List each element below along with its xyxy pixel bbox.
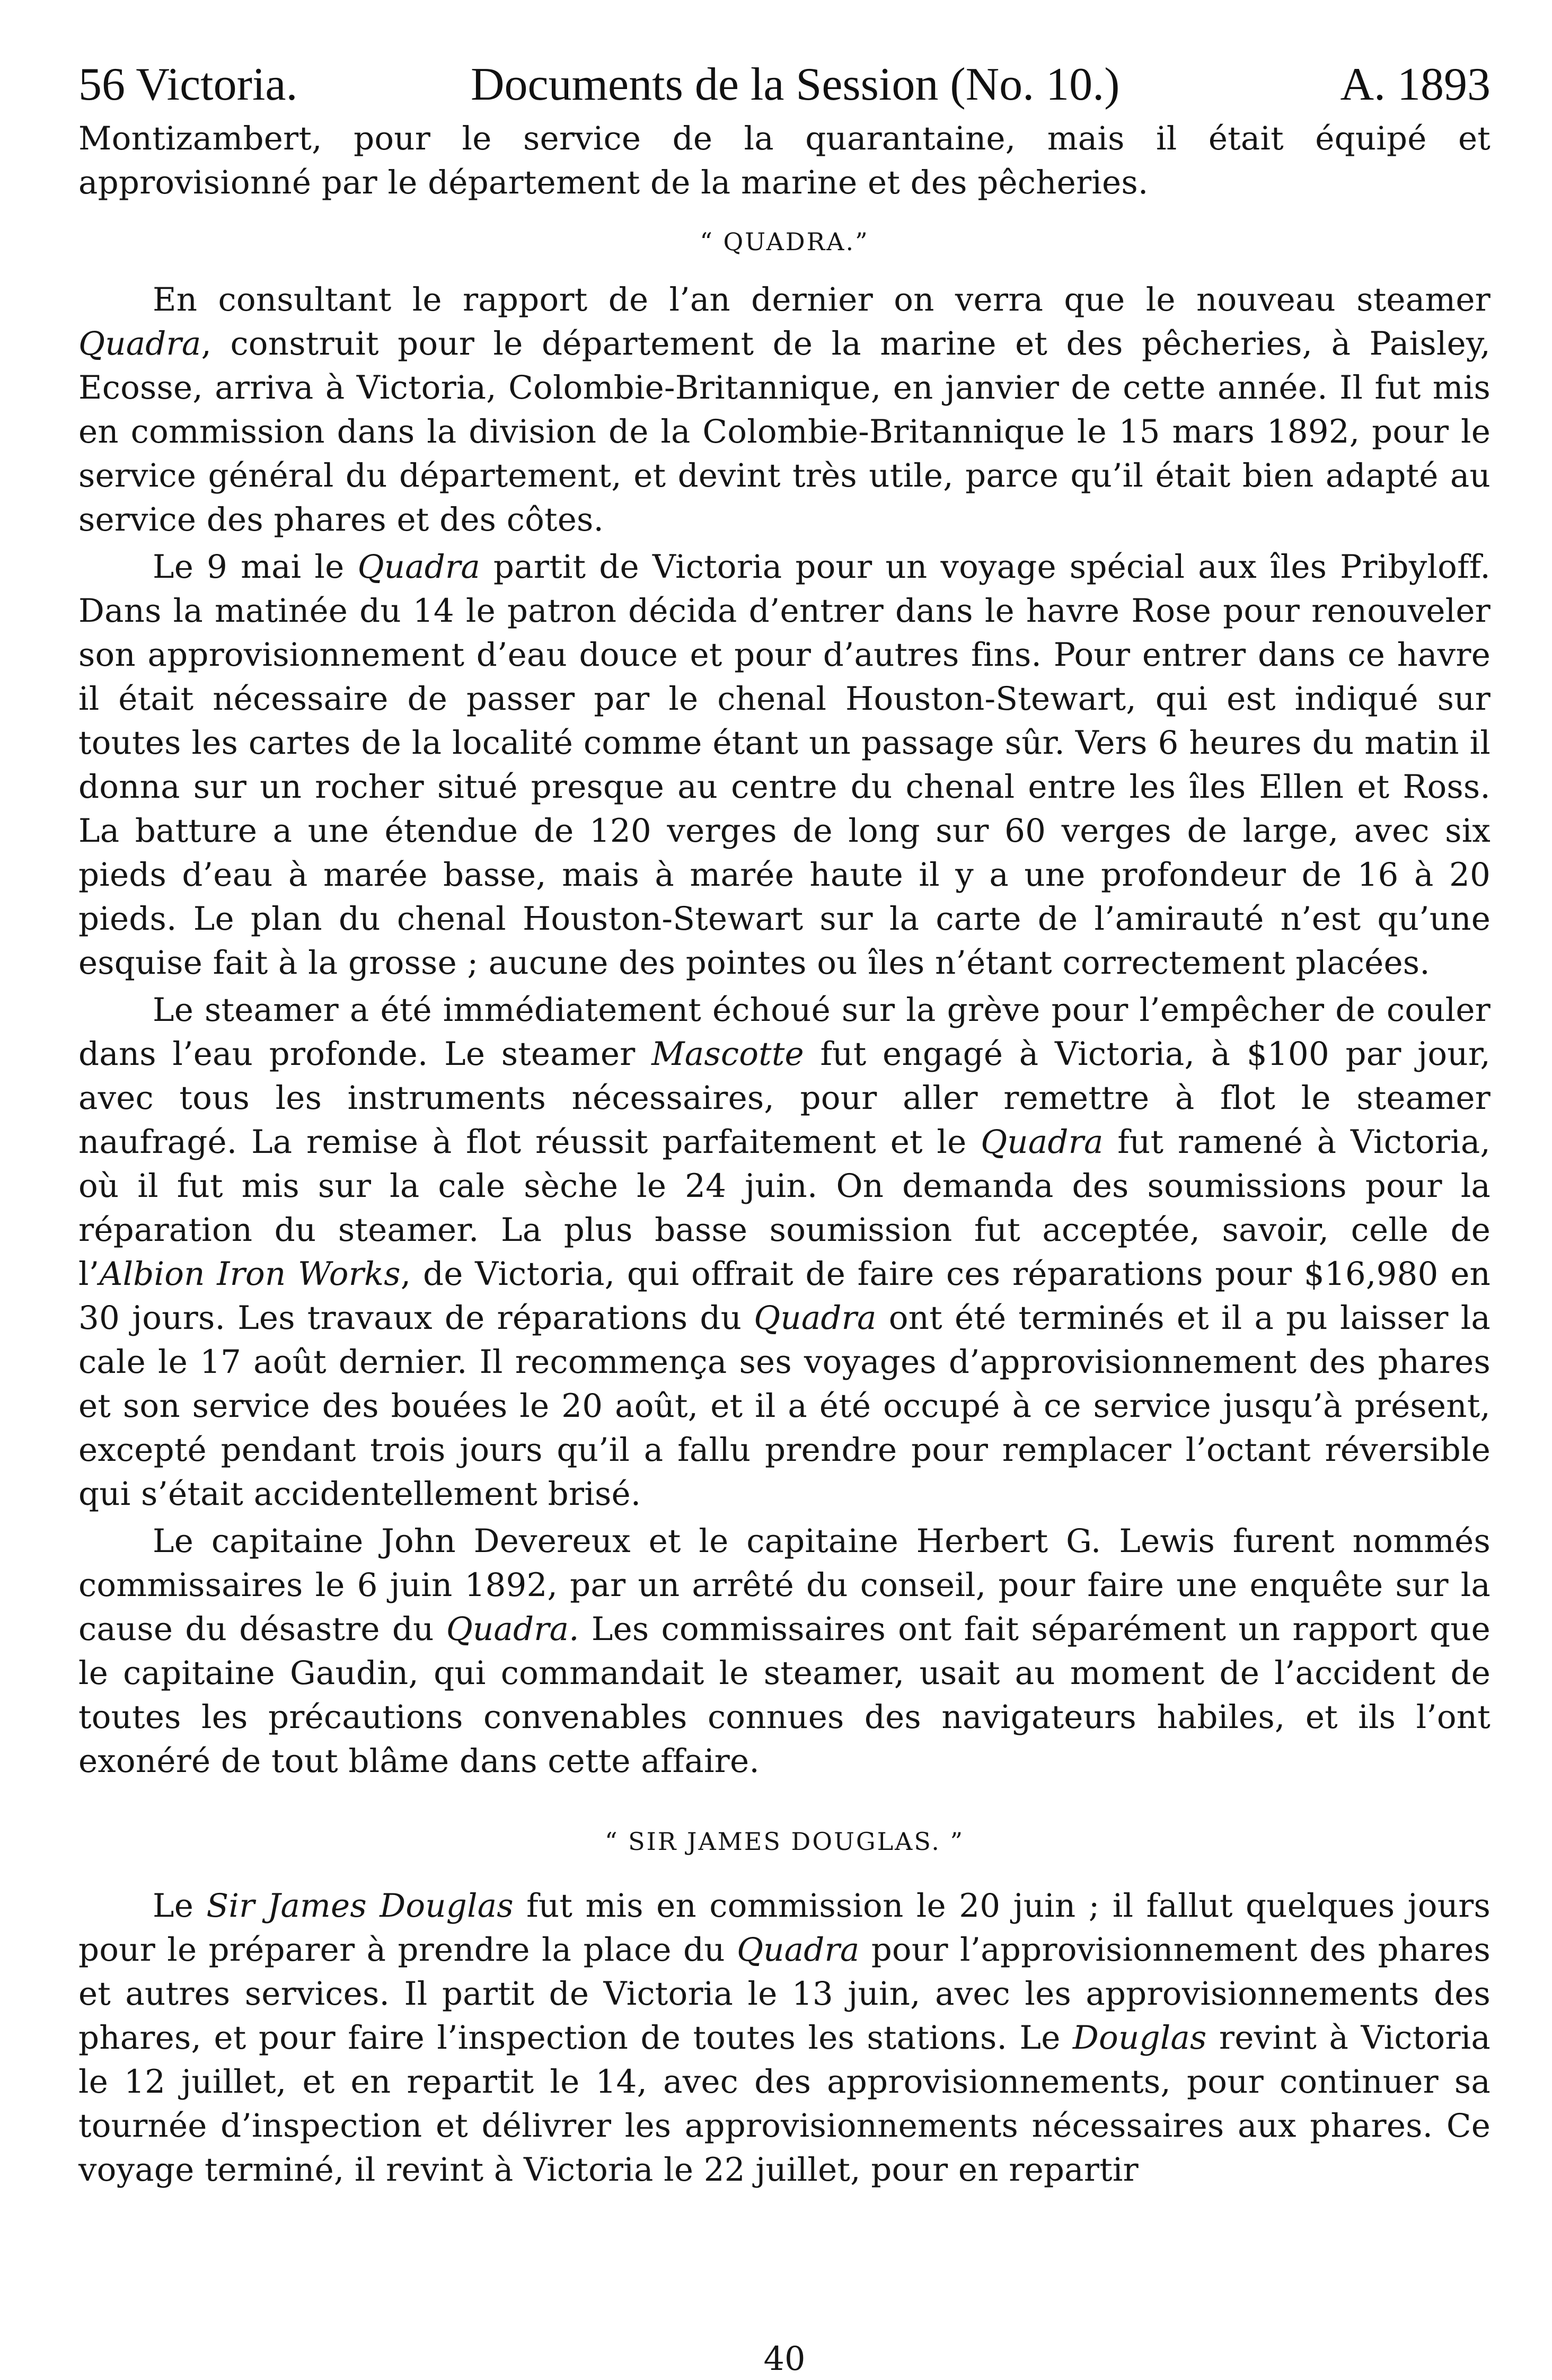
ship-name: Mascotte <box>651 1035 804 1073</box>
ship-name: Quadra <box>357 548 480 586</box>
header-date: A. 1893 <box>1340 59 1491 110</box>
ship-name: Quadra <box>754 1299 877 1337</box>
header-title: Documents de la Session (No. 10.) <box>471 59 1120 110</box>
ship-name: Douglas <box>1072 2019 1207 2057</box>
ship-name: Quadra <box>981 1123 1104 1161</box>
section-heading-quadra: “ QUADRA.” <box>700 227 869 256</box>
document-page <box>78 53 1491 2378</box>
body-text <box>78 117 1491 2192</box>
paragraph-quadra-intro: En consultant le rapport de l’an dernier on verra que le nouveau steamer Quadra, construit pour le département de la marine et des pêcheries, à Paisley, Ecosse, arriva à Victoria, Colombie-Britannique, en janvier de cette année. Il fut mis en commission dans la division de la Colombie-Britannique le 15 mars 1892, pour le service général du département, et devint très utile, parce qu’il était bien adapté au service des phares et des côtes. <box>78 281 1491 539</box>
company-name: Albion Iron Works <box>99 1255 401 1293</box>
paragraph-continuation: Montizambert, pour le service de la quarantaine, mais il était équipé et approvisionné par le département de la marine et des pêcheries. <box>78 120 1491 201</box>
ship-name: Sir James Douglas <box>206 1887 514 1925</box>
paragraph-douglas: Le Sir James Douglas fut mis en commission le 20 juin ; il fallut quelques jours pour le préparer à prendre la place du Quadra pour l’approvisionnement des phares et autres services. Il partit de Victoria le 13 juin, avec les approvisionnements des phares, et pour faire l’inspection de toutes les stations. Le Douglas revint à Victoria le 12 juillet, et en repartit le 14, avec des approvisionnements, pour continuer sa tournée d’inspection et délivrer les approvisionnements nécessaires aux phares. Ce voyage terminé, il revint à Victoria le 22 juillet, pour en repartir <box>78 1887 1491 2189</box>
running-header <box>78 53 1491 117</box>
header-session-year: 56 Victoria. <box>78 59 298 110</box>
paragraph-quadra-inquiry: Le capitaine John Devereux et le capitaine Herbert G. Lewis furent nommés commissaires le 6 juin 1892, par un arrêté du conseil, pour faire une enquête sur la cause du désastre du Quadra. Les commissaires ont fait séparément un rapport que le capitaine Gaudin, qui commandait le steamer, usait au moment de l’accident de toutes les précautions convenables connues des navigateurs habiles, et ils l’ont exonéré de tout blâme dans cette affaire. <box>78 1522 1491 1780</box>
page-number: 40 <box>763 2339 806 2378</box>
paragraph-quadra-repair: Le steamer a été immédiatement échoué sur la grève pour l’empêcher de couler dans l’eau profonde. Le steamer Mascotte fut engagé à Victoria, à $100 par jour, avec tous les instruments nécessaires, pour aller remettre à flot le steamer naufragé. La remise à flot réussit parfaitement et le Quadra fut ramené à Victoria, où il fut mis sur la cale sèche le 24 juin. On demanda des soumissions pour la réparation du steamer. La plus basse soumission fut acceptée, savoir, celle de l’Albion Iron Works, de Victoria, qui offrait de faire ces réparations pour $16,980 en 30 jours. Les travaux de réparations du Quadra ont été terminés et il a pu laisser la cale le 17 août dernier. Il recommença ses voyages d’approvisionnement des phares et son service des bouées le 20 août, et il a été occupé à ce service jusqu’à présent, excepté pendant trois jours qu’il a fallu prendre pour remplacer l’octant réversible qui s’était accidentellement brisé. <box>78 991 1491 1513</box>
ship-name: Quadra <box>736 1931 860 1969</box>
paragraph-quadra-voyage: Le 9 mai le Quadra partit de Victoria pour un voyage spécial aux îles Pribyloff. Dans la matinée du 14 le patron décida d’entrer dans le havre Rose pour renouveler son approvisionnement d’eau douce et pour d’autres fins. Pour entrer dans ce havre il était nécessaire de passer par le chenal Houston-Stewart, qui est indiqué sur toutes les cartes de la localité comme étant un passage sûr. Vers 6 heures du matin il donna sur un rocher situé presque au centre du chenal entre les îles Ellen et Ross. La batture a une étendue de 120 verges de long sur 60 verges de large, avec six pieds d’eau à marée basse, mais à marée haute il y a une profondeur de 16 à 20 pieds. Le plan du chenal Houston-Stewart sur la carte de l’amirauté n’est qu’une esquise fait à la grosse ; aucune des pointes ou îles n’étant correctement placées. <box>78 548 1491 982</box>
ship-name: Quadra. <box>446 1610 579 1648</box>
section-heading-sir-james-douglas: “ SIR JAMES DOUGLAS. ” <box>604 1827 965 1856</box>
ship-name: Quadra <box>78 325 201 363</box>
